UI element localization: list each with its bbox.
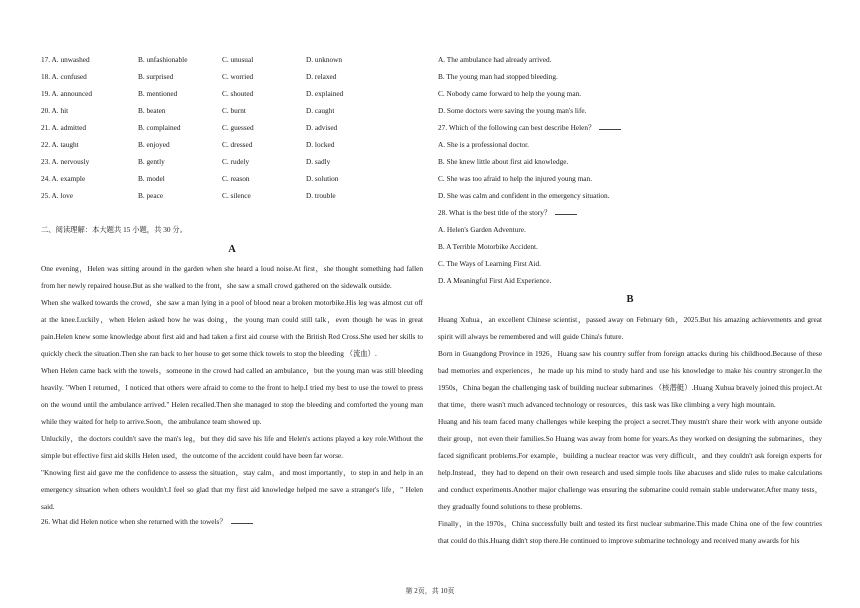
cloze-option-a: 25. A. love <box>41 191 74 200</box>
question-28 <box>438 206 577 220</box>
cloze-option-d: D. trouble <box>306 191 336 200</box>
cloze-option-a: 17. A. unwashed <box>41 55 90 64</box>
cloze-option-b: B. mentioned <box>138 89 178 98</box>
passage-a-paragraph-1: One evening，Helen was sitting around in the garden when she heard a loud noise.At first，she thought something had fallen from her newly repaired house.But as she walked to the front，she saw a small crowd gathered on the sidewalk outside. <box>41 264 423 290</box>
cloze-option-c: C. burnt <box>222 106 246 115</box>
cloze-option-d: D. solution <box>306 174 339 183</box>
q28-option-c: C. The Ways of Learning First Aid. <box>438 259 541 268</box>
q26-option-c: C. Nobody came forward to help the young man. <box>438 89 582 98</box>
cloze-option-d: D. sadly <box>306 157 331 166</box>
q26-option-d: D. Some doctors were saving the young man's life. <box>438 106 587 115</box>
cloze-option-c: C. rudely <box>222 157 250 166</box>
cloze-option-d: D. caught <box>306 106 335 115</box>
q27-option-a: A. She is a professional doctor. <box>438 140 529 149</box>
q28-option-a: A. Helen's Garden Adventure. <box>438 225 526 234</box>
cloze-option-b: B. model <box>138 174 165 183</box>
cloze-option-a: 18. A. confused <box>41 72 87 81</box>
cloze-option-c: C. silence <box>222 191 251 200</box>
passage-b-paragraph-3: Huang and his team faced many challenges while keeping the project a secret.They mustn't share their work with anyone outside their group，not even their families.So Huang was away from home for years.As they worked on designing the submarines，they faced significant problems.For example，building a nuclear reactor was very difficult，and they couldn't ask foreign experts for help.Instead，they had to depend on their own research and used simple tools like abacuses and slide rules to make calculations and conduct experiments.Another major challenge was ensuring the submarine could remain stable underwater.After many tests，they gradually found solutions to these problems. <box>438 417 822 511</box>
answer-blank <box>231 517 253 524</box>
cloze-option-c: C. worried <box>222 72 254 81</box>
passage-b-paragraph-1: Huang Xuhua，an excellent Chinese scientist，passed away on February 6th，2025.But his amazing achievements and great spirit will always be remembered and will guide China's future. <box>438 315 822 341</box>
cloze-option-b: B. surprised <box>138 72 174 81</box>
cloze-option-d: D. explained <box>306 89 344 98</box>
cloze-option-d: D. advised <box>306 123 338 132</box>
section-heading: 二、阅读理解：本大题共 15 小题，共 30 分。 <box>41 225 187 234</box>
passage-a-paragraph-3: When Helen came back with the towels，someone in the crowd had called an ambulance，but the young man was still bleeding heavily. "When I returned，I noticed that others were afraid to come to the front to help.I tried my best to use the towel to press on the wound until the ambulance arrived." Helen recalled.Then she managed to stop the bleeding and comforted the young man while they waited for help to arrive.Soon，the ambulance team showed up. <box>41 366 423 426</box>
cloze-option-c: C. shouted <box>222 89 254 98</box>
passage-a-title: A <box>228 244 236 255</box>
question-26 <box>41 515 253 529</box>
passage-a-paragraph-2: When she walked towards the crowd，she saw a man lying in a pool of blood near a broken motorbike.His leg was almost cut off at the knee.Luckily，when Helen asked how he was doing，the young man could still talk，even though he was in great pain.Helen knew some knowledge about first aid and had taken a first aid course with the British Red Cross.She used her skills to quickly check the situation.Then she ran back to her house to get some thick towels to stop the bleeding （流血）. <box>41 298 423 358</box>
passage-b-title: B <box>626 294 634 305</box>
cloze-option-c: C. reason <box>222 174 250 183</box>
q28-option-b: B. A Terrible Motorbike Accident. <box>438 242 538 251</box>
cloze-option-b: B. unfashionable <box>138 55 188 64</box>
cloze-option-d: D. locked <box>306 140 335 149</box>
answer-blank <box>555 208 577 215</box>
cloze-option-b: B. enjoyed <box>138 140 170 149</box>
passage-a-paragraph-5: "Knowing first aid gave me the confidence to assess the situation，stay calm，and most importantly，to step in and help in an emergency situation when others wouldn't.I feel so glad that my first aid knowledge helped me save a stranger's life，" Helen said. <box>41 468 423 511</box>
q26-option-b: B. The young man had stopped bleeding. <box>438 72 558 81</box>
passage-a-paragraph-4: Unluckily，the doctors couldn't save the man's leg，but they did save his life and Helen's actions played a key role.Without the simple but effective first aid skills Helen used，the outcome of the accident could have been far worse. <box>41 434 423 460</box>
cloze-option-b: B. gently <box>138 157 165 166</box>
page-footer: 第 2页，共 10页 <box>405 587 455 595</box>
cloze-option-a: 23. A. nervously <box>41 157 90 166</box>
cloze-option-c: C. dressed <box>222 140 253 149</box>
q28-option-d: D. A Meaningful First Aid Experience. <box>438 276 552 285</box>
cloze-option-d: D. relaxed <box>306 72 337 81</box>
passage-b-paragraph-4: Finally，in the 1970s，China successfully built and tested its first nuclear submarine.This made China one of the few countries that could do this.Huang didn't stop there.He continued to improve submarine technology and received many awards for his <box>438 519 822 545</box>
cloze-option-b: B. peace <box>138 191 164 200</box>
passage-b-paragraph-2: Born in Guangdong Province in 1926，Huang saw his country suffer from foreign attacks during his childhood.Because of these bad memories and experiences，he made up his mind to study hard and use his knowledge to make his country stronger.In the 1950s，China began the challenging task of building nuclear submarines （核潜艇）.Huang Xuhua bravely joined this project.At that time，there wasn't much advanced technology or resources，this task was like climbing a very high mountain. <box>438 349 822 409</box>
q26-option-a: A. The ambulance had already arrived. <box>438 55 552 64</box>
question-28-text: 28. What is the best title of the story？ <box>438 208 552 217</box>
q27-option-d: D. She was calm and confident in the emergency situation. <box>438 191 610 200</box>
answer-blank <box>599 123 621 130</box>
cloze-option-a: 19. A. announced <box>41 89 93 98</box>
cloze-option-a: 21. A. admitted <box>41 123 86 132</box>
cloze-option-c: C. unusual <box>222 55 254 64</box>
cloze-option-c: C. guessed <box>222 123 254 132</box>
cloze-option-d: D. unknown <box>306 55 343 64</box>
cloze-option-a: 20. A. hit <box>41 106 69 115</box>
cloze-option-a: 24. A. example <box>41 174 86 183</box>
q27-option-b: B. She knew little about first aid knowledge. <box>438 157 569 166</box>
question-27-text: 27. Which of the following can best describe Helen？ <box>438 123 596 132</box>
question-26-text: 26. What did Helen notice when she returned with the towels？ <box>41 517 227 526</box>
cloze-option-b: B. complained <box>138 123 181 132</box>
cloze-option-a: 22. A. taught <box>41 140 79 149</box>
cloze-option-b: B. beaten <box>138 106 166 115</box>
question-27 <box>438 121 621 135</box>
q27-option-c: C. She was too afraid to help the injured young man. <box>438 174 593 183</box>
